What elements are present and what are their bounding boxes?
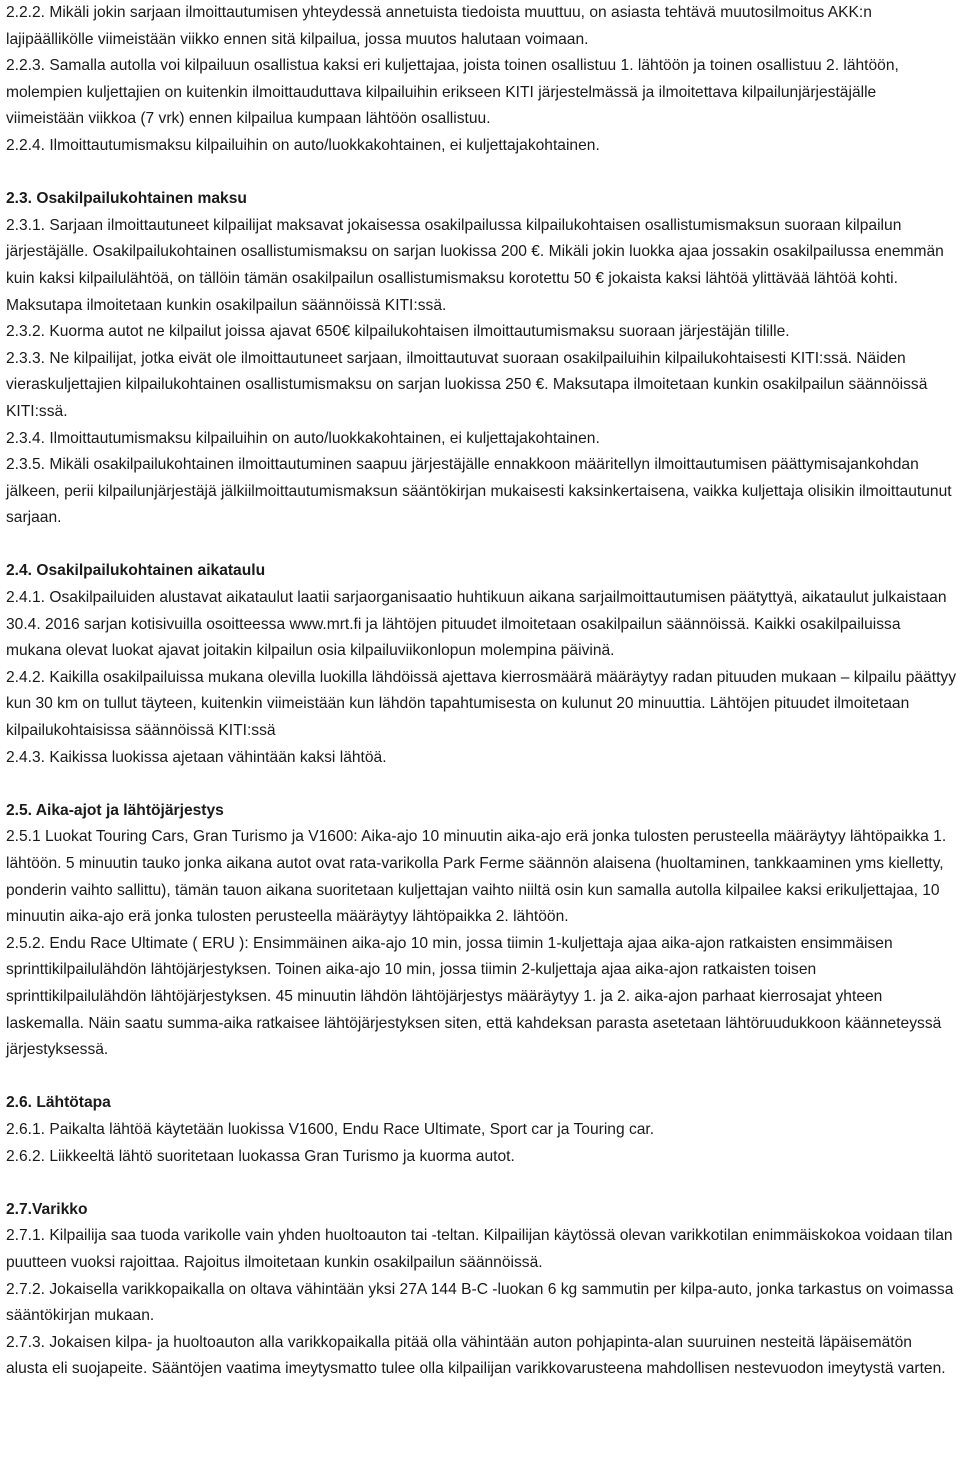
paragraph-2-5-1: 2.5.1 Luokat Touring Cars, Gran Turismo ja V1600: Aika-ajo 10 minuutin aika-ajo erä jonka tulosten perusteella määräytyy lähtöpaikka 1. lähtöön. 5 minuutin tauko jonka aikana autot ovat rata-varikolla Park Ferme säännön alaisena (huoltaminen, tankkaaminen yms kielletty, ponderin vaihto sallittu), tämän tauon aikana suoritetaan kuljettajan vaihto niiltä osin kun samalla autolla kilpailee kaksi erikuljettajaa, 10 minuutin aika-ajo erä jonka tulosten perusteella määräytyy lähtöpaikka 2. lähtöön. [6,828,947,926]
paragraph-2-2-3: 2.2.3. Samalla autolla voi kilpailuun osallistua kaksi eri kuljettajaa, joista toinen osallistuu 1. lähtöön ja toinen osallistuu 2. lähtöön, molempien kuljettajien on kuitenkin ilmoittauduttava kilpailuihin erikseen KITI järjestelmässä ja ilmoitettava kilpailunjärjestäjälle viimeistään viikkoa (7 vrk) ennen kilpailua kumpaan lähtöön osallistuu. [6,57,899,128]
paragraph-2-4-1: 2.4.1. Osakilpailuiden alustavat aikataulut laatii sarjaorganisaatio huhtikuun aikana sarjailmoittautumisen päätyttyä, aikataulut julkaistaan 30.4. 2016 sarjan kotisivuilla osoitteessa www.mrt.fi ja lähtöjen pituudet ilmoitetaan osakilpailun säännöissä. Kaikki osakilpailuissa mukana olevat luokat ajavat joitakin kilpailun osia kilpailuviikonlopun molempina päivinä. [6,589,947,660]
paragraph-2-4-2: 2.4.2. Kaikilla osakilpailuissa mukana olevilla luokilla lähdöissä ajettava kierrosmäärä määräytyy radan pituuden mukaan – kilpailu päättyy kun 30 km on tullut täyteen, kuitenkin viimeistään kun lähdön tapahtumisesta on kulunut 20 minuuttia. Lähtöjen pituudet ilmoitetaan kilpailukohtaisissa säännöissä KITI:ssä [6,668,956,740]
paragraph-2-4-3: 2.4.3. Kaikissa luokissa ajetaan vähintään kaksi lähtöä. [6,748,387,766]
paragraph-2-3-4: 2.3.4. Ilmoittautumismaksu kilpailuihin on auto/luokkakohtainen, ei kuljettajakohtainen. [6,429,600,447]
section-heading-2-7: 2.7.Varikko [6,1200,88,1218]
section-heading-2-5: 2.5. Aika-ajot ja lähtöjärjestys [6,801,224,819]
section-heading-2-3: 2.3. Osakilpailukohtainen maksu [6,190,247,208]
section-spacer [6,1170,956,1197]
paragraph-2-3-1: 2.3.1. Sarjaan ilmoittautuneet kilpailijat maksavat jokaisessa osakilpailussa kilpailukohtaisen osallistumismaksun suoraan kilpailun järjestäjälle. Osakilpailukohtainen osallistumismaksu on sarjan luokissa 200 €. Mikäli jokin luokka ajaa jossakin osakilpailussa enemmän kuin kaksi kilpailulähtöä, on tällöin tämän osakilpailun osallistumismaksu korotettu 50 € jokaista kaksi lähtöä ylittävää lähtöä kohti. Maksutapa ilmoitetaan kunkin osakilpailun säännöissä KITI:ssä. [6,216,944,314]
paragraph-2-5-2: 2.5.2. Endu Race Ultimate ( ERU ): Ensimmäinen aika-ajo 10 min, jossa tiimin 1-kuljettaja ajaa aika-ajon ratkaisten ensimmäisen sprinttikilpailulähdön lähtöjärjestyksen. Toinen aika-ajo 10 min, jossa tiimin 2-kuljettaja ajaa aika-ajon ratkaisten toisen sprinttikilpailulähdön lähtöjärjestyksen. 45 minuutin lähdön lähtöjärjestys määräytyy 1. ja 2. aika-ajon parhaat kierrosajat yhteen laskemalla. Näin saatu summa-aika ratkaisee lähtöjärjestyksen siten, että kahdeksan parasta asetetaan lähtöruudukkoon käänneteyssä järjestyksessä. [6,934,942,1059]
paragraph-2-3-2: 2.3.2. Kuorma autot ne kilpailut joissa ajavat 650€ kilpailukohtaisen ilmoittautumismaksu suoraan järjestäjän tilille. [6,323,790,341]
section-heading-2-6: 2.6. Lähtötapa [6,1094,111,1112]
section-heading-2-4: 2.4. Osakilpailukohtainen aikataulu [6,562,266,580]
paragraph-2-3-3: 2.3.3. Ne kilpailijat, jotka eivät ole ilmoittautuneet sarjaan, ilmoittautuvat suoraan osakilpailuihin kilpailukohtaisesti KITI:ssä. Näiden vieraskuljettajien kilpailukohtainen osallistumismaksu on sarjan luokissa 250 €. Maksutapa ilmoitetaan kunkin osakilpailun säännöissä KITI:ssä. [6,349,928,420]
paragraph-2-6-2: 2.6.2. Liikkeeltä lähtö suoritetaan luokassa Gran Turismo ja kuorma autot. [6,1147,515,1165]
section-spacer [6,1064,956,1091]
section-spacer [6,160,956,187]
paragraph-2-2-2: 2.2.2. Mikäli jokin sarjaan ilmoittautumisen yhteydessä annetuista tiedoista muuttuu, on asiasta tehtävä muutosilmoitus AKK:n lajipäällikölle viimeistään viikko ennen sitä kilpailua, jossa muutos halutaan voimaan. [6,4,872,48]
paragraph-2-6-1: 2.6.1. Paikalta lähtöä käytetään luokissa V1600, Endu Race Ultimate, Sport car ja Touring car. [6,1120,655,1138]
paragraph-2-2-4: 2.2.4. Ilmoittautumismaksu kilpailuihin on auto/luokkakohtainen, ei kuljettajakohtainen. [6,136,600,154]
paragraph-2-7-2: 2.7.2. Jokaisella varikkopaikalla on oltava vähintään yksi 27A 144 B-C -luokan 6 kg sammutin per kilpa-auto, jonka tarkastus on voimassa sääntökirjan mukaan. [6,1280,954,1325]
section-spacer [6,532,956,559]
paragraph-2-7-1: 2.7.1. Kilpailija saa tuoda varikolle vain yhden huoltoauton tai -teltan. Kilpailijan käytössä olevan varikkotilan enimmäiskokoa voidaan tilan puutteen vuoksi rajoittaa. Rajoitus ilmoitetaan kunkin osakilpailun säännöissä. [6,1227,953,1271]
paragraph-2-3-5: 2.3.5. Mikäli osakilpailukohtainen ilmoittautuminen saapuu järjestäjälle ennakkoon määritellyn ilmoittautumisen päättymisajankohdan jälkeen, perii kilpailunjärjestäjä jälkiilmoittautumismaksun sääntökirjan mukaisesti kaksinkertaisena, vaikka kuljettaja olisikin ilmoittautunut sarjaan. [6,456,952,527]
section-spacer [6,771,956,798]
paragraph-2-7-3: 2.7.3. Jokaisen kilpa- ja huoltoauton alla varikkopaikalla pitää olla vähintään auton pohjapinta-alan suuruinen nesteitä läpäisemätön alusta eli suojapeite. Sääntöjen vaatima imeytysmatto tulee olla kilpailijan varikkovarusteena mahdollisen nestevuodon imeytystä varten. [6,1333,946,1378]
